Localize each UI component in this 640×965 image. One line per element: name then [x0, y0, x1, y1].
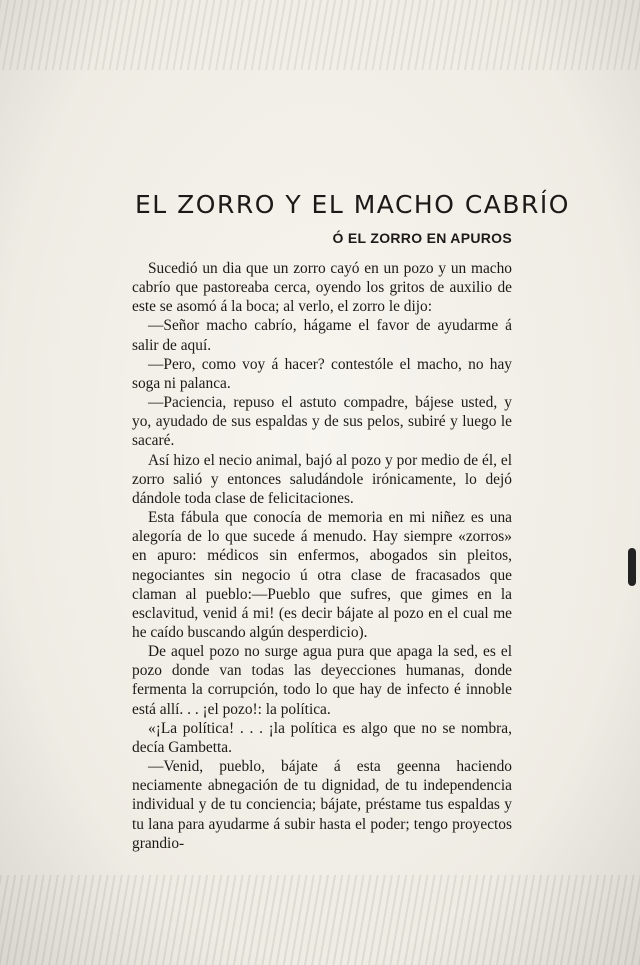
- paragraph: —Pero, como voy á hacer? contestóle el macho, no hay soga ni palanca.: [132, 355, 512, 392]
- binding-mark: [628, 548, 636, 586]
- paragraph: De aquel pozo no surge agua pura que apaga la sed, es el pozo donde van todas las deyecciones humanas, donde fermenta la corrupción, todo lo que hay de infecto é innoble está allí. . . ¡el pozo!: la política.: [132, 643, 512, 718]
- paragraph: Así hizo el necio animal, bajó al pozo y por medio de él, el zorro salió y entonces saludándole irónicamente, lo dejó dándole toda clase de felicitaciones.: [132, 451, 512, 507]
- chapter-subtitle: Ó EL ZORRO EN APUROS: [332, 230, 512, 246]
- paragraph: —Paciencia, repuso el astuto compadre, bájese usted, y yo, ayudado de sus espaldas y de sus pelos, subiré y luego le sacaré.: [132, 394, 512, 450]
- paragraph: «¡La política! . . . ¡la política es algo que no se nombra, decía Gambetta.: [132, 719, 512, 756]
- body-text: [132, 259, 512, 853]
- paragraph: Sucedió un dia que un zorro cayó en un pozo y un macho cabrío que pastoreaba cerca, oyendo los gritos de auxilio de este se asomó á la boca; al verlo, el zorro le dijo:: [132, 260, 512, 316]
- paragraph: —Señor macho cabrío, hágame el favor de ayudarme á salir de aquí.: [132, 317, 512, 354]
- page-top-stain: [0, 0, 640, 70]
- paragraph: Esta fábula que conocía de memoria en mi niñez es una alegoría de lo que sucede á menudo. Hay siempre «zorros» en apuro: médicos sin enfermos, abogados sin pleitos, negociantes sin negocio ú otra clase de fracasados que claman al pueblo:—Pueblo que sufres, que gimes en la esclavitud, venid á mi! (es decir bájate al pozo en el cual me he caído buscando algún desperdicio).: [132, 509, 512, 641]
- paragraph: —Venid, pueblo, bájate á esta geenna haciendo neciamente abnegación de tu dignidad, de tu independencia individual y de tu conciencia; bájate, préstame tus espaldas y tu lana para ayudarme á subir hasta el poder; tengo proyectos grandio-: [132, 758, 512, 852]
- page-bottom-stain: [0, 875, 640, 965]
- chapter-title: EL ZORRO Y EL MACHO CABRÍO: [135, 190, 570, 219]
